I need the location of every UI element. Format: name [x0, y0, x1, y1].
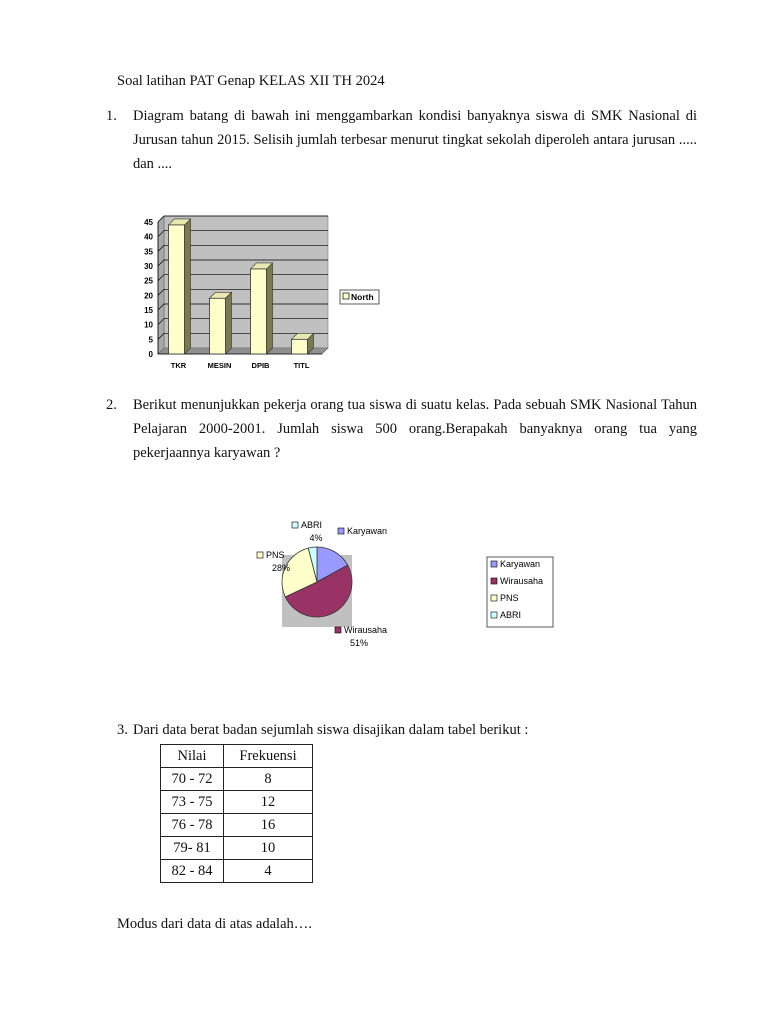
legend-label: North — [351, 292, 374, 302]
table-header-nilai: Nilai — [161, 745, 224, 768]
q3-text: Dari data berat badan sejumlah siswa disajikan dalam tabel berikut : — [133, 722, 529, 738]
legend-label: ABRI — [500, 610, 522, 620]
y-tick-label: 15 — [144, 306, 153, 315]
table-cell-nilai: 73 - 75 — [161, 791, 224, 814]
slice-label: Karyawan — [347, 526, 388, 536]
frequency-table — [160, 744, 313, 883]
legend-label: Karyawan — [500, 559, 541, 569]
q3-footer: Modus dari data di atas adalah…. — [117, 916, 312, 932]
label-swatch — [292, 522, 298, 528]
bar-chart — [130, 212, 390, 377]
legend-swatch — [491, 561, 497, 567]
table-row — [161, 768, 313, 791]
slice-label: Wirausaha — [344, 625, 388, 635]
bar — [210, 298, 226, 354]
y-tick-label: 20 — [144, 291, 153, 301]
q2-number: 2. — [106, 397, 117, 413]
y-tick-label: 10 — [144, 320, 153, 330]
table-cell-nilai: 70 - 72 — [161, 768, 224, 791]
y-tick-label: 40 — [144, 232, 153, 242]
x-tick-label: TKR — [170, 361, 187, 370]
table-row — [161, 814, 313, 837]
plot-side-wall — [158, 216, 164, 354]
table-header-row — [161, 745, 313, 768]
legend-swatch — [491, 595, 497, 601]
page-title: Soal latihan PAT Genap KELAS XII TH 2024 — [117, 73, 385, 89]
label-swatch — [257, 552, 263, 558]
bar-side — [185, 219, 191, 354]
table-cell-frekuensi: 8 — [224, 768, 313, 791]
label-swatch — [338, 528, 344, 534]
legend-swatch — [491, 578, 497, 584]
table-row — [161, 791, 313, 814]
legend-swatch — [491, 612, 497, 618]
y-tick-label: 30 — [144, 262, 153, 271]
y-tick-label: 45 — [144, 218, 153, 227]
pie-chart — [245, 518, 565, 663]
slice-pct-label: 4% — [309, 533, 323, 543]
bar — [292, 339, 308, 354]
y-tick-label: 0 — [148, 350, 153, 359]
slice-label: ABRI — [301, 520, 323, 530]
table-cell-nilai: 82 - 84 — [161, 860, 224, 883]
label-swatch — [335, 627, 341, 633]
table-header-frekuensi: Frekuensi — [224, 745, 313, 768]
table-cell-nilai: 76 - 78 — [161, 814, 224, 837]
x-tick-label: TITL — [293, 361, 310, 370]
table-cell-frekuensi: 12 — [224, 791, 313, 814]
table-row — [161, 837, 313, 860]
slice-label: PNS — [266, 550, 285, 560]
table-cell-frekuensi: 4 — [224, 860, 313, 883]
q3-number: 3. — [117, 722, 128, 738]
y-tick-label: 35 — [144, 247, 153, 257]
x-tick-label: MESIN — [207, 361, 232, 370]
y-tick-label: 5 — [148, 335, 153, 345]
x-tick-label: DPIB — [251, 361, 270, 370]
legend-label: PNS — [500, 593, 519, 603]
legend-label: Wirausaha — [500, 576, 544, 586]
q1-number: 1. — [106, 108, 117, 124]
bar — [169, 225, 185, 354]
legend-swatch — [343, 293, 349, 299]
table-row — [161, 860, 313, 883]
table-cell-frekuensi: 16 — [224, 814, 313, 837]
y-tick-label: 25 — [144, 276, 153, 286]
q1-text: Diagram batang di bawah ini menggambarkan kondisi banyaknya siswa di SMK Nasional di Jurusan tahun 2015. Selisih jumlah terbesar menurut tingkat sekolah diperoleh antara jurusan ..... dan .... — [133, 108, 697, 172]
bar — [251, 269, 267, 354]
table-cell-nilai: 79- 81 — [161, 837, 224, 860]
bar-side — [226, 292, 232, 354]
slice-pct-label: 28% — [271, 563, 291, 573]
bar-side — [267, 263, 273, 354]
slice-pct-label: 51% — [349, 638, 369, 648]
table-cell-frekuensi: 10 — [224, 837, 313, 860]
q2-text: Berikut menunjukkan pekerja orang tua siswa di suatu kelas. Pada sebuah SMK Nasional Tahun Pelajaran 2000-2001. Jumlah siswa 500 orang.Berapakah banyaknya orang tua yang pekerjaannya karyawan ? — [133, 397, 697, 461]
